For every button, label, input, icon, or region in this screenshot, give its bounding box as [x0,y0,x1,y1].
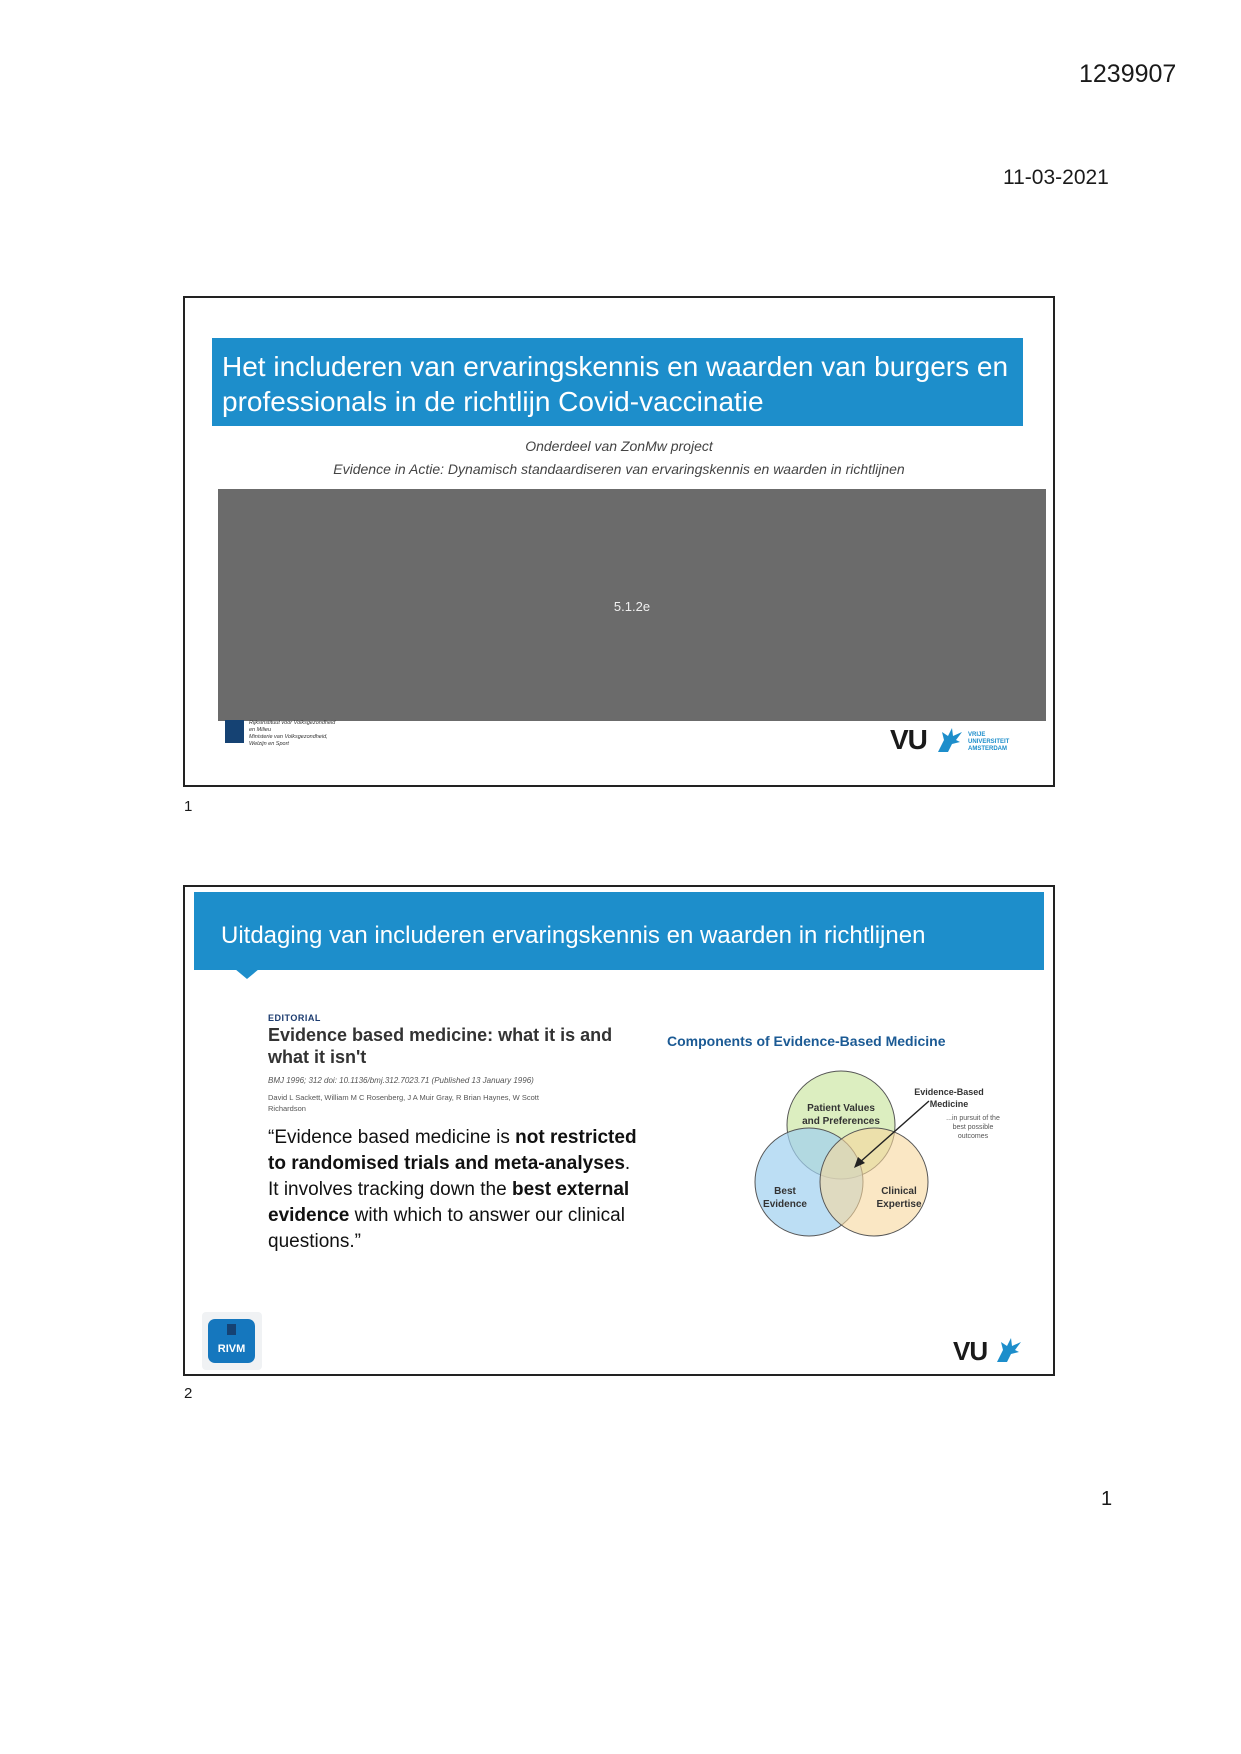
slide-subtitle-project: Evidence in Actie: Dynamisch standaardiseren van ervaringskennis en waarden in richtlijnen [333,461,905,477]
vu-mark: VU [953,1336,988,1366]
rivm-app-icon [208,1319,255,1363]
redaction-code: 5.1.2e [613,599,651,614]
redaction-block [218,489,1046,721]
vu-logo [953,1336,1048,1366]
callout-note-3: outcomes [957,1133,989,1140]
slide-number: 1 [184,798,193,815]
rivm-label: RIVM [217,1343,246,1355]
label-best-evidence-2: Evidence [763,1199,807,1210]
diagram-title: Components of Evidence-Based Medicine [667,1033,946,1049]
banner-notch [235,969,259,979]
slide-1 [183,296,1055,787]
griffin-icon [995,1336,1023,1364]
quote: “Evidence based medicine is not restricted to randomised trials and meta-analyses. It involves tracking down the best external evidence with which to answer our clinical questions.” [268,1127,637,1252]
vu-name-line: AMSTERDAM [968,746,1007,752]
vu-name-line: UNIVERSITEIT [968,739,1010,745]
vu-mark: VU [890,724,927,755]
vu-amsterdam-logo [890,724,1025,756]
callout-label: Evidence-Based [914,1087,984,1097]
logo-text-line: Ministerie van Volksgezondheid, [249,734,328,740]
vu-name-line: VRIJE [968,732,986,738]
article-authors: David L Sackett, William M C Rosenberg, J A Muir Gray, R Brian Haynes, W Scott Richardson [268,1093,539,1113]
slide-title: Het includeren van ervaringskennis en waarden van burgers en professionals in de richtlijn Covid-vaccinatie [222,351,1009,417]
callout-note: ...in pursuit of the [946,1115,1000,1122]
page-number: 1 [1101,1488,1113,1510]
callout-note-2: best possible [952,1124,994,1131]
slide-number: 2 [184,1385,193,1402]
crown-badge-icon [225,720,244,743]
label-patient-values-2: and Preferences [802,1116,880,1127]
label-patient-values: Patient Values [807,1103,875,1114]
logo-text-line: Welzijn en Sport [249,741,289,747]
title-banner [194,892,1044,970]
logo-text-line: en Milieu [249,727,272,733]
rivm-logo [202,1312,262,1370]
article-citation: BMJ 1996; 312 doi: 10.1136/bmj.312.7023.71 (Published 13 January 1996) [268,1076,534,1085]
circle-clinical-expertise [820,1128,928,1236]
crown-badge-icon [227,1324,236,1335]
label-best-evidence: Best [774,1186,796,1197]
slide-2 [183,885,1055,1376]
document-id: 1239907 [1079,60,1177,88]
title-banner [212,338,1023,426]
label-clinical-expertise-2: Expertise [876,1199,922,1210]
slide-subtitle: Onderdeel van ZonMw project [525,438,713,454]
callout-label-2: Medicine [929,1099,969,1109]
label-clinical-expertise: Clinical [881,1186,917,1197]
griffin-icon [936,726,964,754]
rivm-ministry-logo [225,718,343,750]
logo-text-line: Rijksinstituut voor Volksgezondheid [249,720,336,726]
editorial-label: EDITORIAL [268,1013,321,1023]
slide-title: Uitdaging van includeren ervaringskennis en waarden in richtlijnen [221,922,926,949]
document-date: 11-03-2021 [1003,166,1109,189]
article-title: Evidence based medicine: what it is and what it isn't [268,1025,613,1067]
venn-diagram [741,1055,1021,1265]
